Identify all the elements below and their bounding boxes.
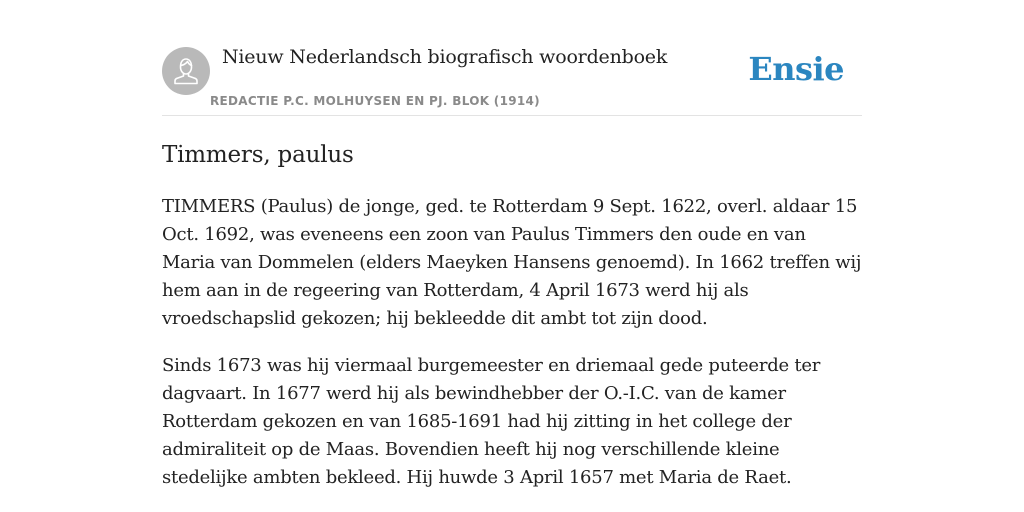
brand-logo[interactable]: Ensie <box>748 50 844 88</box>
source-title[interactable]: Nieuw Nederlandsch biografisch woordenboek <box>222 46 668 68</box>
source-editors: REDACTIE P.C. MOLHUYSEN EN PJ. BLOK (1914) <box>210 94 540 108</box>
page-container <box>162 0 862 511</box>
article-paragraph: TIMMERS (Paulus) de jonge, ged. te Rotterdam 9 Sept. 1622, overl. aldaar 15 Oct. 1692, was eveneens een zoon van Paulus Timmers den oude en van Maria van Dommelen (elders Maeyken Hansens genoemd). In 1662 treffen wij hem aan in de regeering van Rotterdam, 4 April 1673 werd hij als vroedschapslid gekozen; hij bekleedde dit ambt tot zijn dood. <box>162 196 862 329</box>
article-body <box>162 193 862 492</box>
source-avatar[interactable] <box>162 47 210 95</box>
user-icon <box>162 47 210 95</box>
article-paragraph: Sinds 1673 was hij viermaal burgemeester en driemaal gede puteerde ter dagvaart. In 1677 werd hij als bewindhebber der O.-I.C. van de kamer Rotterdam gekozen en van 1685-1691 had hij zitting in het college der admiraliteit op de Maas. Bovendien heeft hij nog verschillende kleine stedelijke ambten bekleed. Hij huwde 3 April 1657 met Maria de Raet. <box>162 355 821 488</box>
article-title: Timmers, paulus <box>162 142 354 168</box>
source-header <box>162 0 862 116</box>
